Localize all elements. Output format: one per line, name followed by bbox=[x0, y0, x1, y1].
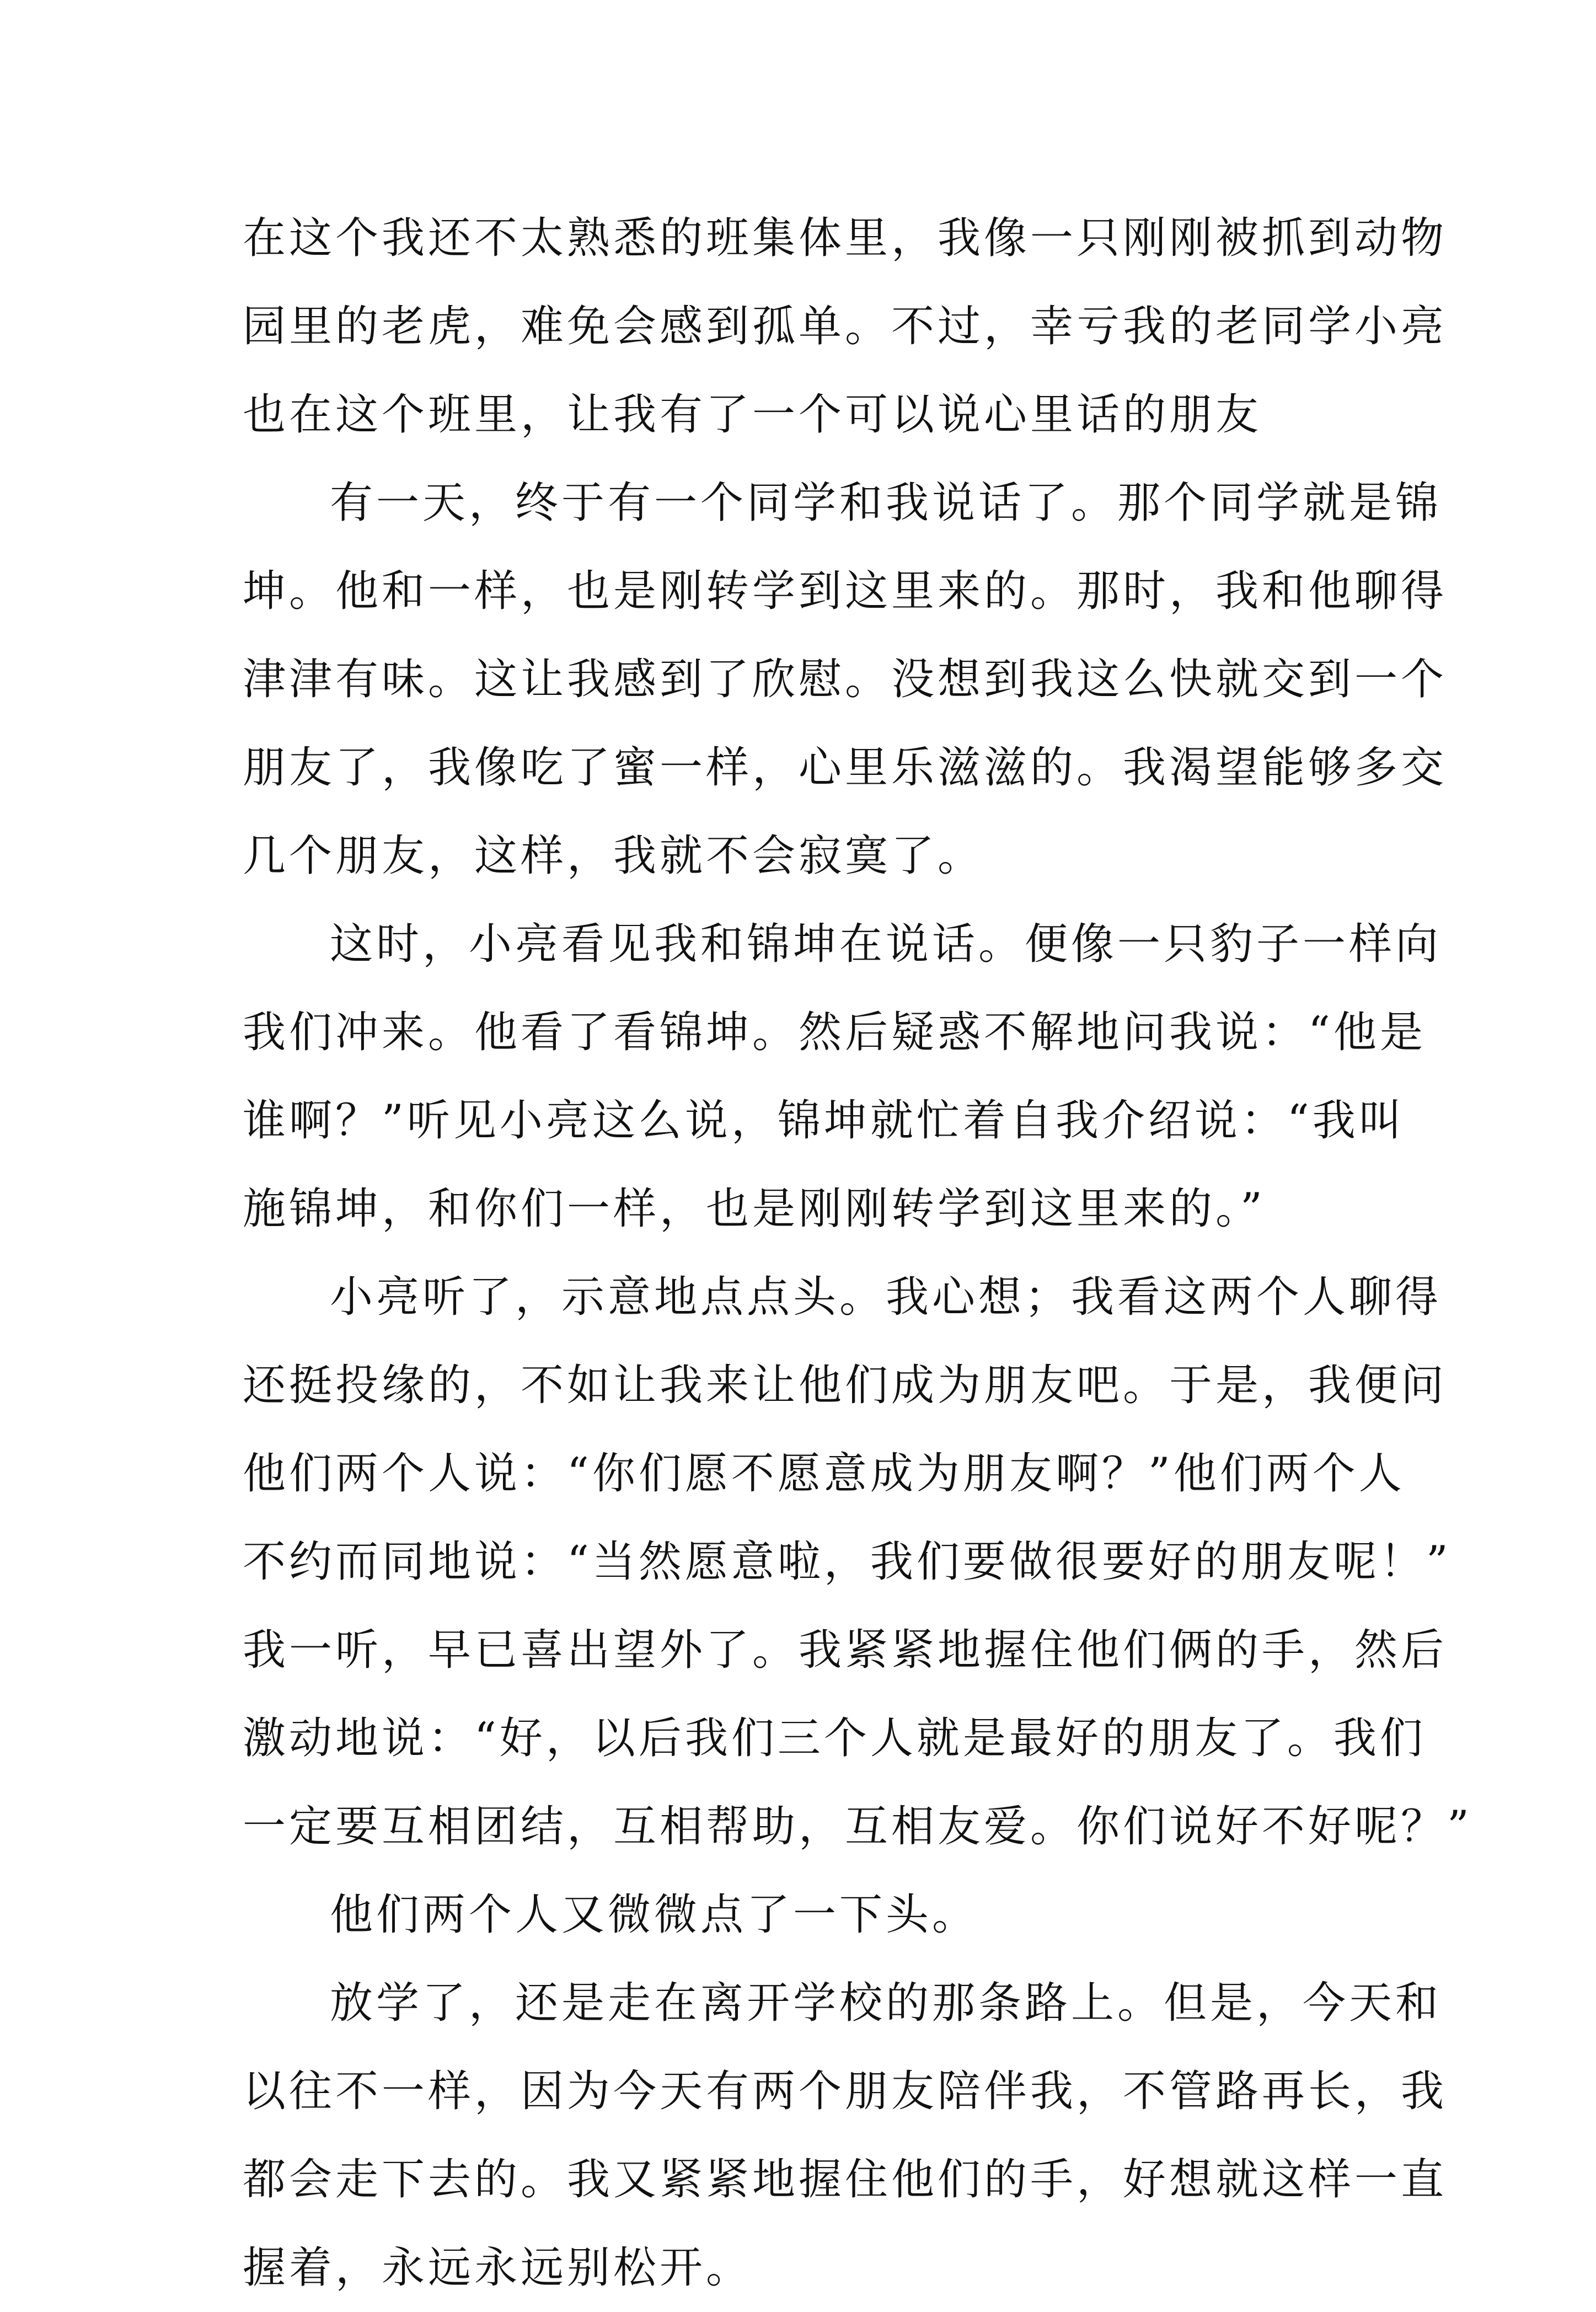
text-line: 握着，永远永远别松开。 bbox=[243, 2243, 753, 2293]
text-line: 一定要互相团结，互相帮助，互相友爱。你们说好不好呢？” bbox=[243, 1802, 1472, 1851]
text-line: 都会走下去的。我又紧紧地握住他们的手，好想就这样一直 bbox=[243, 2155, 1448, 2204]
text-line: 园里的老虎，难免会感到孤单。不过，幸亏我的老同学小亮 bbox=[243, 302, 1448, 351]
text-line: 他们两个人说：“你们愿不愿意成为朋友啊？”他们两个人 bbox=[243, 1449, 1405, 1498]
text-line: 小亮听了，示意地点点头。我心想；我看这两个人聊得 bbox=[330, 1272, 1442, 1322]
text-line: 施锦坤，和你们一样，也是刚刚转学到这里来的。” bbox=[243, 1184, 1266, 1234]
text-line: 朋友了，我像吃了蜜一样，心里乐滋滋的。我渴望能够多交 bbox=[243, 743, 1448, 793]
text-line: 激动地说：“好，以后我们三个人就是最好的朋友了。我们 bbox=[243, 1714, 1426, 1763]
text-line: 不约而同地说：“当然愿意啦，我们要做很要好的朋友呢！” bbox=[243, 1537, 1452, 1587]
text-line: 津津有味。这让我感到了欣慰。没想到我这么快就交到一个 bbox=[243, 655, 1448, 704]
text-line: 在这个我还不太熟悉的班集体里，我像一只刚刚被抓到动物 bbox=[243, 213, 1448, 263]
text-line: 以往不一样，因为今天有两个朋友陪伴我，不管路再长，我 bbox=[243, 2067, 1448, 2116]
text-line: 还挺投缘的，不如让我来让他们成为朋友吧。于是，我便问 bbox=[243, 1361, 1448, 1410]
text-line: 我们冲来。他看了看锦坤。然后疑惑不解地问我说：“他是 bbox=[243, 1008, 1426, 1057]
text-line: 谁啊？”听见小亮这么说，锦坤就忙着自我介绍说：“我叫 bbox=[243, 1096, 1405, 1146]
body-text bbox=[243, 194, 1472, 2312]
text-line: 坤。他和一样，也是刚转学到这里来的。那时，我和他聊得 bbox=[243, 566, 1448, 616]
text-line: 放学了，还是走在离开学校的那条路上。但是，今天和 bbox=[330, 1978, 1442, 2028]
text-line: 他们两个人又微微点了一下头。 bbox=[330, 1890, 979, 1940]
text-line: 这时，小亮看见我和锦坤在说话。便像一只豹子一样向 bbox=[330, 919, 1442, 969]
text-line: 有一天，终于有一个同学和我说话了。那个同学就是锦 bbox=[330, 478, 1442, 528]
text-line: 几个朋友，这样，我就不会寂寞了。 bbox=[243, 831, 984, 881]
text-line: 我一听，早已喜出望外了。我紧紧地握住他们俩的手，然后 bbox=[243, 1625, 1448, 1675]
text-line: 也在这个班里，让我有了一个可以说心里话的朋友 bbox=[243, 390, 1262, 440]
